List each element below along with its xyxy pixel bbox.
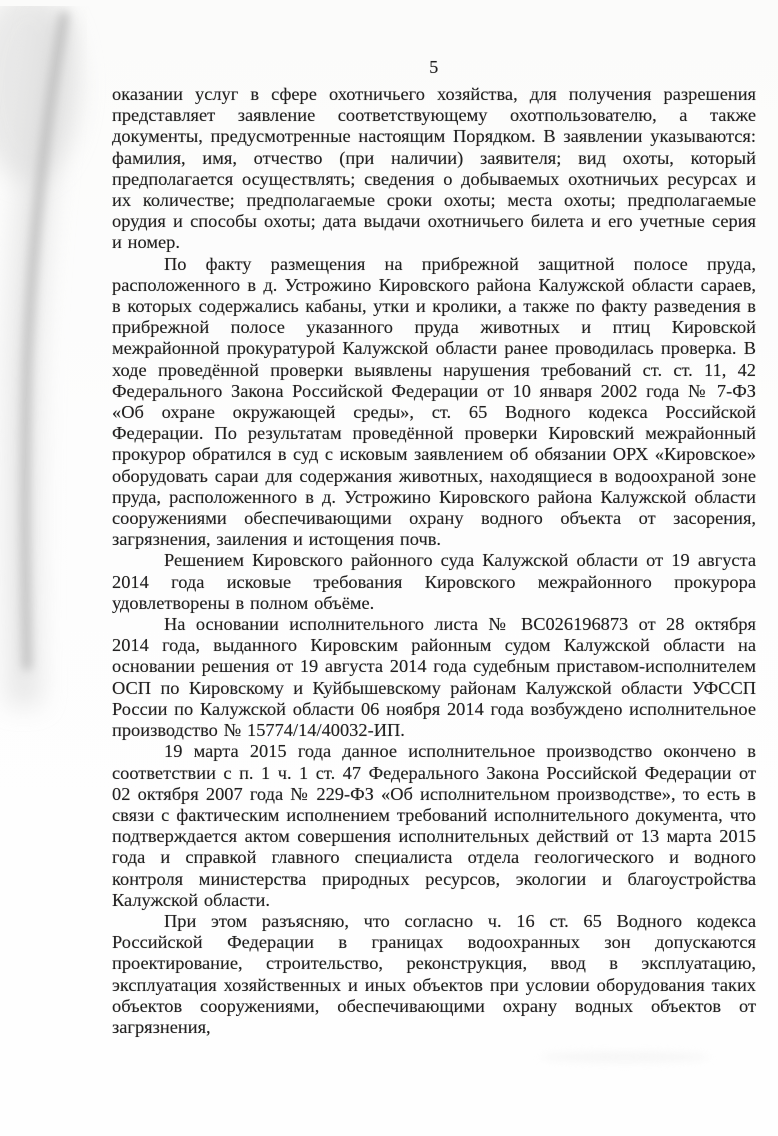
paragraph-3: Решением Кировского районного суда Калужской области от 19 августа 2014 года исковые требования Кировского межрайонного прокурора удовлетворены в полном объёме.: [112, 550, 756, 613]
page-number: 5: [429, 57, 439, 77]
paragraph-1: оказании услуг в сфере охотничьего хозяйства, для получения разрешения представляет заявление соответствующему охотпользователю, а также документы, предусмотренные настоящим Порядком. В заявлении указываются: фамилия, имя, отчество (при наличии) заявителя; вид охоты, который предполагается осуществлять; сведения о добываемых охотничьих ресурсах и их количестве; предполагаемые сроки охоты; места охоты; предполагаемые орудия и способы охоты; дата выдачи охотничьего билета и его учетные серия и номер.: [112, 84, 756, 253]
scan-smudge: [540, 1052, 710, 1062]
paragraph-6: При этом разъясняю, что согласно ч. 16 ст. 65 Водного кодекса Российской Федерации в границах водоохранных зон допускаются проектирование, строительство, реконструкция, ввод в эксплуатацию, эксплуатация хозяйственных и иных объектов при условии оборудования таких объектов сооружениями, обеспечивающими охрану водных объектов от загрязнения,: [112, 910, 756, 1037]
paragraph-5: 19 марта 2015 года данное исполнительное производство окончено в соответствии с п. 1 ч. 1 ст. 47 Федерального Закона Российской Федерации от 02 октября 2007 года № 229-ФЗ «Об исполнительном производстве», то есть в связи с фактическим исполнением требований исполнительного документа, что подтверждается актом совершения исполнительных действий от 13 марта 2015 года и справкой главного специалиста отдела геологического и водного контроля министерства природных ресурсов, экологии и благоустройства Калужской области.: [112, 741, 756, 910]
paragraph-4: На основании исполнительного листа № ВС026196873 от 28 октября 2014 года, выданного Кировским районным судом Калужской области на основании решения от 19 августа 2014 года судебным приставом-исполнителем ОСП по Кировскому и Куйбышевскому районам Калужской области УФССП России по Калужской области 06 ноября 2014 года возбуждено исполнительное производство № 15774/14/40032-ИП.: [112, 614, 756, 741]
document-body: [112, 56, 756, 1038]
paragraph-2: По факту размещения на прибрежной защитной полосе пруда, расположенного в д. Устрожино Кировского района Калужской области сараев, в которых содержались кабаны, утки и кролики, а также по факту разведения в прибрежной полосе указанного пруда животных и птиц Кировской межрайонной прокуратурой Калужской области ранее проводилась проверка. В ходе проведённой проверки выявлены нарушения требований ст. ст. 11, 42 Федерального Закона Российской Федерации от 10 января 2002 года № 7-ФЗ «Об охране окружающей среды», ст. 65 Водного кодекса Российской Федерации. По результатам проведённой проверки Кировский межрайонный прокурор обратился в суд с исковым заявлением об обязании ОРХ «Кировское» оборудовать сараи для содержания животных, находящиеся в водоохраной зоне пруда, расположенного в д. Устрожино Кировского района Калужской области сооружениями обеспечивающими охрану водного объекта от засорения, загрязнения, заиления и истощения почв.: [112, 253, 756, 550]
